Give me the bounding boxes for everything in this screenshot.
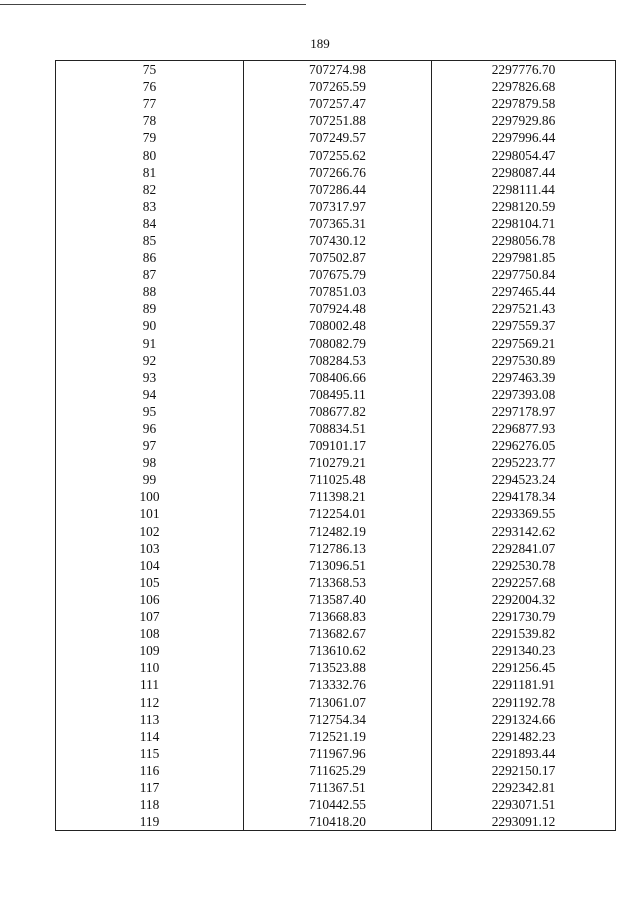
y-coordinate-cell: 2291324.66 [432, 711, 616, 728]
table-row [56, 352, 616, 369]
x-coordinate-cell: 707851.03 [244, 283, 432, 300]
point-number-cell: 106 [56, 591, 244, 608]
x-coordinate-cell: 708495.11 [244, 386, 432, 403]
point-number-cell: 75 [56, 61, 244, 79]
y-coordinate-cell: 2291181.91 [432, 676, 616, 693]
x-coordinate-cell: 713368.53 [244, 574, 432, 591]
x-coordinate-cell: 712754.34 [244, 711, 432, 728]
point-number-cell: 86 [56, 249, 244, 266]
table-row [56, 266, 616, 283]
table-row [56, 505, 616, 522]
table-row [56, 112, 616, 129]
x-coordinate-cell: 712521.19 [244, 728, 432, 745]
x-coordinate-cell: 707430.12 [244, 232, 432, 249]
point-number-cell: 107 [56, 608, 244, 625]
y-coordinate-cell: 2292150.17 [432, 762, 616, 779]
table-row [56, 283, 616, 300]
x-coordinate-cell: 713587.40 [244, 591, 432, 608]
table-row [56, 129, 616, 146]
coordinate-table [55, 60, 616, 831]
table-row [56, 437, 616, 454]
y-coordinate-cell: 2294523.24 [432, 471, 616, 488]
x-coordinate-cell: 711025.48 [244, 471, 432, 488]
y-coordinate-cell: 2293142.62 [432, 523, 616, 540]
y-coordinate-cell: 2292342.81 [432, 779, 616, 796]
y-coordinate-cell: 2292257.68 [432, 574, 616, 591]
point-number-cell: 90 [56, 317, 244, 334]
y-coordinate-cell: 2297776.70 [432, 61, 616, 79]
table-row [56, 796, 616, 813]
page-number: 189 [310, 36, 330, 51]
x-coordinate-cell: 707502.87 [244, 249, 432, 266]
x-coordinate-cell: 707924.48 [244, 300, 432, 317]
x-coordinate-cell: 709101.17 [244, 437, 432, 454]
table-row [56, 608, 616, 625]
point-number-cell: 108 [56, 625, 244, 642]
table-row [56, 232, 616, 249]
y-coordinate-cell: 2297929.86 [432, 112, 616, 129]
x-coordinate-cell: 711398.21 [244, 488, 432, 505]
y-coordinate-cell: 2292841.07 [432, 540, 616, 557]
y-coordinate-cell: 2297981.85 [432, 249, 616, 266]
point-number-cell: 118 [56, 796, 244, 813]
x-coordinate-cell: 707251.88 [244, 112, 432, 129]
point-number-cell: 88 [56, 283, 244, 300]
point-number-cell: 99 [56, 471, 244, 488]
table-row [56, 198, 616, 215]
x-coordinate-cell: 710442.55 [244, 796, 432, 813]
table-row [56, 335, 616, 352]
y-coordinate-cell: 2291730.79 [432, 608, 616, 625]
table-row [56, 78, 616, 95]
point-number-cell: 89 [56, 300, 244, 317]
point-number-cell: 119 [56, 813, 244, 831]
x-coordinate-cell: 712786.13 [244, 540, 432, 557]
table-row [56, 164, 616, 181]
point-number-cell: 85 [56, 232, 244, 249]
y-coordinate-cell: 2298056.78 [432, 232, 616, 249]
point-number-cell: 98 [56, 454, 244, 471]
table-row [56, 676, 616, 693]
y-coordinate-cell: 2297996.44 [432, 129, 616, 146]
point-number-cell: 114 [56, 728, 244, 745]
x-coordinate-cell: 708406.66 [244, 369, 432, 386]
x-coordinate-cell: 707257.47 [244, 95, 432, 112]
table-row [56, 471, 616, 488]
table-row [56, 625, 616, 642]
point-number-cell: 76 [56, 78, 244, 95]
table-row [56, 591, 616, 608]
table-row [56, 540, 616, 557]
y-coordinate-cell: 2291539.82 [432, 625, 616, 642]
x-coordinate-cell: 710418.20 [244, 813, 432, 831]
y-coordinate-cell: 2298054.47 [432, 146, 616, 163]
point-number-cell: 97 [56, 437, 244, 454]
point-number-cell: 84 [56, 215, 244, 232]
y-coordinate-cell: 2297393.08 [432, 386, 616, 403]
y-coordinate-cell: 2297826.68 [432, 78, 616, 95]
y-coordinate-cell: 2297530.89 [432, 352, 616, 369]
point-number-cell: 104 [56, 557, 244, 574]
y-coordinate-cell: 2298111.44 [432, 181, 616, 198]
table-row [56, 369, 616, 386]
y-coordinate-cell: 2297569.21 [432, 335, 616, 352]
y-coordinate-cell: 2294178.34 [432, 488, 616, 505]
point-number-cell: 91 [56, 335, 244, 352]
point-number-cell: 109 [56, 642, 244, 659]
point-number-cell: 93 [56, 369, 244, 386]
table-row [56, 711, 616, 728]
point-number-cell: 80 [56, 146, 244, 163]
point-number-cell: 117 [56, 779, 244, 796]
table-row [56, 300, 616, 317]
y-coordinate-cell: 2297879.58 [432, 95, 616, 112]
point-number-cell: 77 [56, 95, 244, 112]
x-coordinate-cell: 707286.44 [244, 181, 432, 198]
table-row [56, 386, 616, 403]
x-coordinate-cell: 707365.31 [244, 215, 432, 232]
y-coordinate-cell: 2297178.97 [432, 403, 616, 420]
point-number-cell: 78 [56, 112, 244, 129]
y-coordinate-cell: 2291340.23 [432, 642, 616, 659]
table-row [56, 557, 616, 574]
table-row [56, 488, 616, 505]
y-coordinate-cell: 2298087.44 [432, 164, 616, 181]
point-number-cell: 83 [56, 198, 244, 215]
y-coordinate-cell: 2293091.12 [432, 813, 616, 831]
table-row [56, 95, 616, 112]
x-coordinate-cell: 708677.82 [244, 403, 432, 420]
x-coordinate-cell: 707249.57 [244, 129, 432, 146]
y-coordinate-cell: 2295223.77 [432, 454, 616, 471]
x-coordinate-cell: 708002.48 [244, 317, 432, 334]
point-number-cell: 100 [56, 488, 244, 505]
x-coordinate-cell: 710279.21 [244, 454, 432, 471]
x-coordinate-cell: 712482.19 [244, 523, 432, 540]
table-row [56, 181, 616, 198]
x-coordinate-cell: 713682.67 [244, 625, 432, 642]
table-row [56, 249, 616, 266]
y-coordinate-cell: 2291482.23 [432, 728, 616, 745]
table-row [56, 574, 616, 591]
point-number-cell: 82 [56, 181, 244, 198]
x-coordinate-cell: 707317.97 [244, 198, 432, 215]
y-coordinate-cell: 2293071.51 [432, 796, 616, 813]
table-row [56, 215, 616, 232]
point-number-cell: 112 [56, 693, 244, 710]
y-coordinate-cell: 2296276.05 [432, 437, 616, 454]
y-coordinate-cell: 2292530.78 [432, 557, 616, 574]
x-coordinate-cell: 707675.79 [244, 266, 432, 283]
table-row [56, 779, 616, 796]
x-coordinate-cell: 713523.88 [244, 659, 432, 676]
point-number-cell: 92 [56, 352, 244, 369]
table-row [56, 693, 616, 710]
table-row [56, 146, 616, 163]
y-coordinate-cell: 2296877.93 [432, 420, 616, 437]
point-number-cell: 105 [56, 574, 244, 591]
x-coordinate-cell: 707255.62 [244, 146, 432, 163]
table-row [56, 454, 616, 471]
x-coordinate-cell: 711367.51 [244, 779, 432, 796]
x-coordinate-cell: 713096.51 [244, 557, 432, 574]
y-coordinate-cell: 2292004.32 [432, 591, 616, 608]
x-coordinate-cell: 713332.76 [244, 676, 432, 693]
point-number-cell: 111 [56, 676, 244, 693]
point-number-cell: 102 [56, 523, 244, 540]
table-row [56, 762, 616, 779]
point-number-cell: 81 [56, 164, 244, 181]
y-coordinate-cell: 2297750.84 [432, 266, 616, 283]
y-coordinate-cell: 2298104.71 [432, 215, 616, 232]
y-coordinate-cell: 2291256.45 [432, 659, 616, 676]
x-coordinate-cell: 707266.76 [244, 164, 432, 181]
x-coordinate-cell: 708834.51 [244, 420, 432, 437]
point-number-cell: 115 [56, 745, 244, 762]
point-number-cell: 103 [56, 540, 244, 557]
x-coordinate-cell: 713668.83 [244, 608, 432, 625]
table-row [56, 728, 616, 745]
table-row [56, 745, 616, 762]
point-number-cell: 116 [56, 762, 244, 779]
coordinate-table-body [56, 61, 616, 831]
table-row [56, 61, 616, 79]
table-row [56, 317, 616, 334]
table-row [56, 659, 616, 676]
x-coordinate-cell: 712254.01 [244, 505, 432, 522]
y-coordinate-cell: 2298120.59 [432, 198, 616, 215]
x-coordinate-cell: 711625.29 [244, 762, 432, 779]
point-number-cell: 96 [56, 420, 244, 437]
x-coordinate-cell: 708284.53 [244, 352, 432, 369]
x-coordinate-cell: 707265.59 [244, 78, 432, 95]
table-row [56, 420, 616, 437]
point-number-cell: 113 [56, 711, 244, 728]
table-row [56, 642, 616, 659]
x-coordinate-cell: 708082.79 [244, 335, 432, 352]
y-coordinate-cell: 2297559.37 [432, 317, 616, 334]
y-coordinate-cell: 2297463.39 [432, 369, 616, 386]
y-coordinate-cell: 2291893.44 [432, 745, 616, 762]
point-number-cell: 94 [56, 386, 244, 403]
point-number-cell: 101 [56, 505, 244, 522]
table-row [56, 813, 616, 831]
header-rule [0, 4, 306, 5]
x-coordinate-cell: 713610.62 [244, 642, 432, 659]
y-coordinate-cell: 2297465.44 [432, 283, 616, 300]
table-row [56, 403, 616, 420]
x-coordinate-cell: 711967.96 [244, 745, 432, 762]
point-number-cell: 110 [56, 659, 244, 676]
table-row [56, 523, 616, 540]
point-number-cell: 87 [56, 266, 244, 283]
point-number-cell: 79 [56, 129, 244, 146]
y-coordinate-cell: 2291192.78 [432, 693, 616, 710]
y-coordinate-cell: 2297521.43 [432, 300, 616, 317]
x-coordinate-cell: 713061.07 [244, 693, 432, 710]
point-number-cell: 95 [56, 403, 244, 420]
y-coordinate-cell: 2293369.55 [432, 505, 616, 522]
x-coordinate-cell: 707274.98 [244, 61, 432, 79]
